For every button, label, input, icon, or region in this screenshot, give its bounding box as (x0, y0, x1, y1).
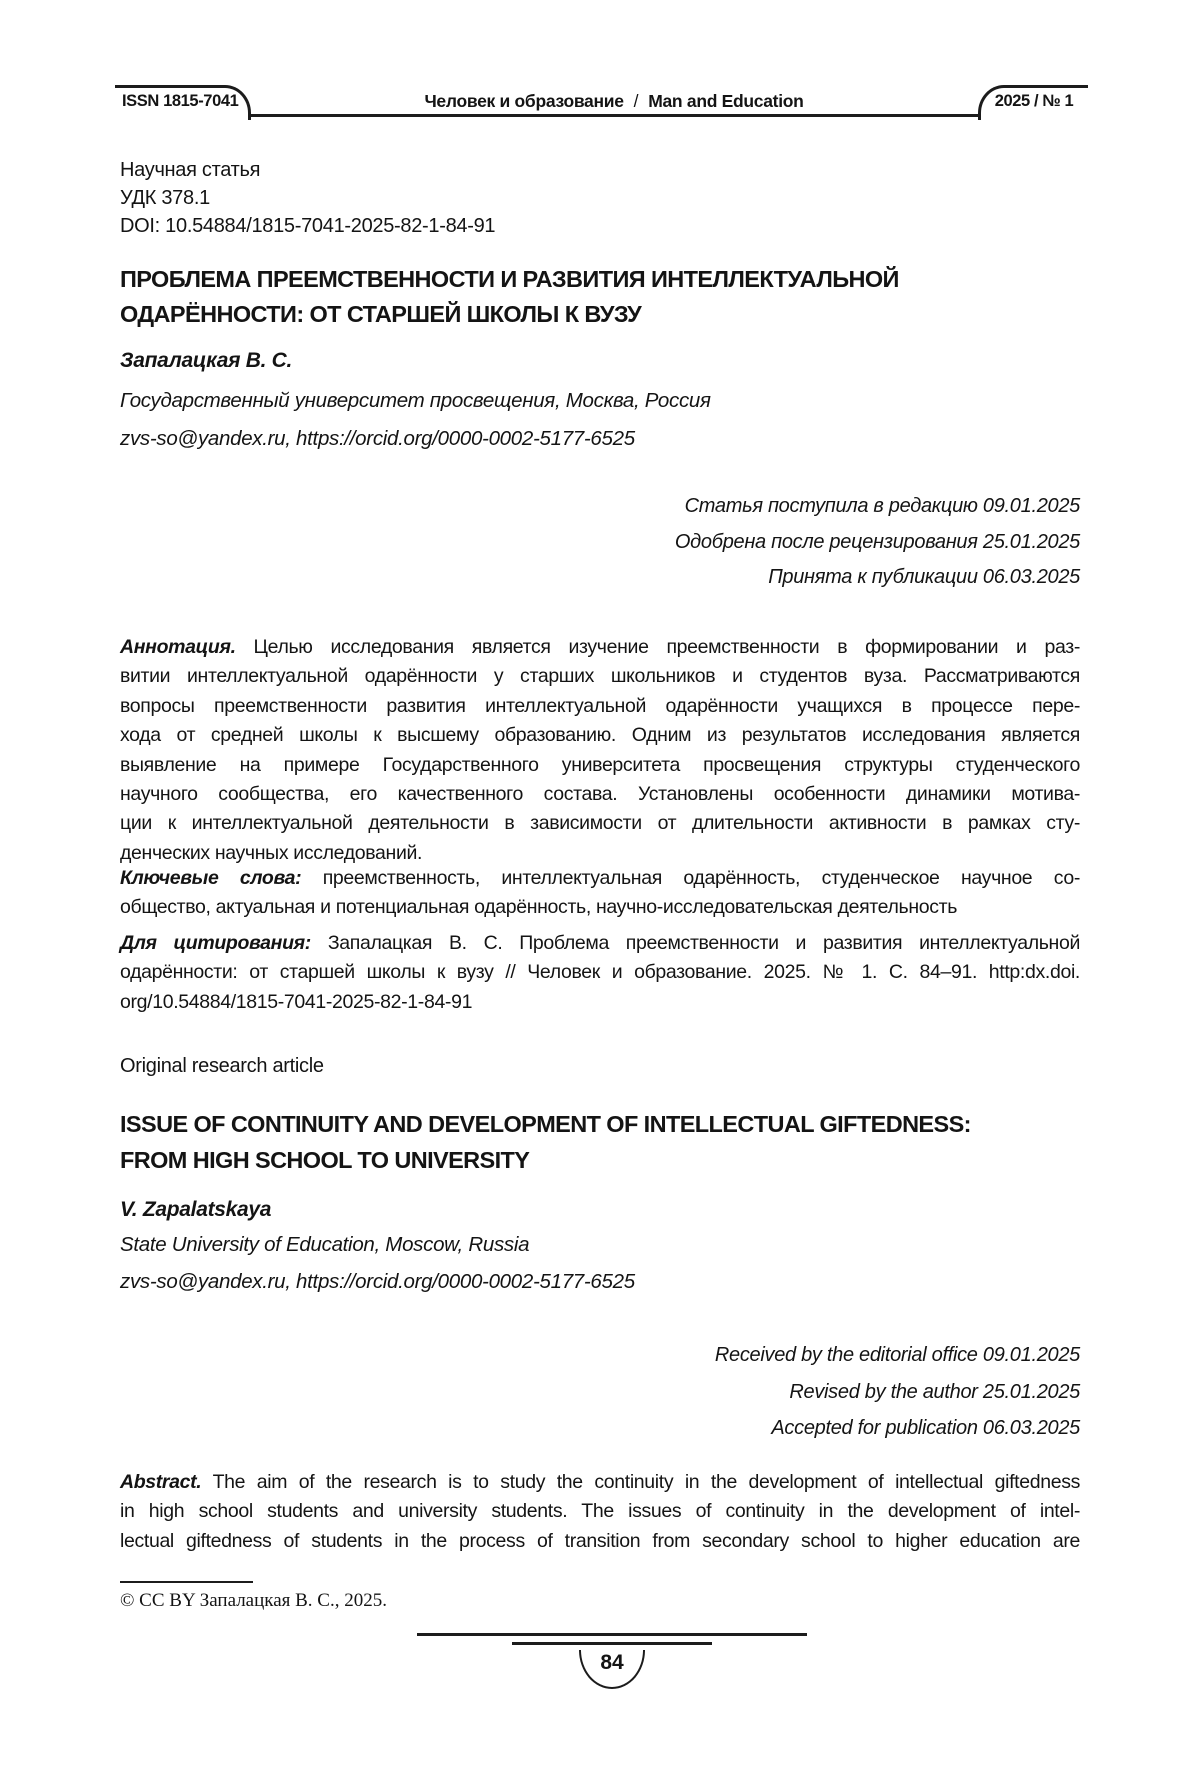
udc-code: УДК 378.1 (120, 187, 210, 209)
abstract-ru-line: научного сообщества, его качественного состава. Установлены особенности динамики мотива- (120, 783, 1080, 806)
date-accepted-ru: Принята к публикации 06.03.2025 (768, 566, 1080, 588)
date-received-en: Received by the editorial office 09.01.2025 (714, 1344, 1080, 1366)
article-title-en (120, 1106, 1080, 1178)
article-meta (120, 156, 1080, 240)
abstract-ru-line: денческих научных исследований. (120, 841, 423, 864)
citation-ru-line: одарённости: от старшей школы к вузу // Человек и образование. 2025. № 1. С. 84–91. http:dx.doi. (120, 961, 1080, 984)
affiliation-ru: Государственный университет просвещения, Москва, Россия (120, 389, 711, 412)
author-name-en: V. Zapalatskaya (120, 1198, 272, 1221)
article-title-ru-line1: ПРОБЛЕМА ПРЕЕМСТВЕННОСТИ И РАЗВИТИЯ ИНТЕЛЛЕКТУАЛЬНОЙ (120, 266, 899, 292)
abstract-en: Abstract. The aim of the research is to study the continuity in the development of intellectual giftedness in high school students and university students. The issues of continuity in the development of intel- lectual giftedness of students in the process of transition from secondary school to higher education are (120, 1468, 1080, 1556)
article-type-en: Original research article (120, 1055, 324, 1077)
issn-label: ISSN 1815-7041 (122, 92, 239, 110)
keywords-ru: Ключевые слова: преемственность, интеллектуальная одарённость, студенческое научное со- общество, актуальная и потенциальная одарённость, научно-исследовательская деятельность (120, 864, 1080, 923)
header-rule-middle (250, 114, 980, 117)
journal-title-divider: / (633, 91, 639, 111)
doi: DOI: 10.54884/1815-7041-2025-82-1-84-91 (120, 215, 496, 237)
abstract-ru-line: витии интеллектуальной одарённости у старших школьников и студентов вуза. Рассматриваются (120, 665, 1080, 688)
issue-label: 2025 / № 1 (994, 92, 1074, 110)
abstract-ru-line: выявление на примере Государственного университета просвещения структуры студенческого (120, 753, 1080, 776)
citation-ru-line: org/10.54884/1815-7041-2025-82-1-84-91 (120, 990, 473, 1013)
copyright-divider (120, 1581, 253, 1583)
abstract-label-ru: Аннотация. (120, 636, 236, 658)
keywords-ru-line: общество, актуальная и потенциальная одарённость, научно-исследовательская деятельность (120, 896, 958, 919)
abstract-ru-line: ции к интеллектуальной деятельности в зависимости от длительности активности в рамках сту- (120, 812, 1080, 835)
affiliation-en: State University of Education, Moscow, Russia (120, 1233, 530, 1256)
abstract-en-line: in high school students and university students. The issues of continuity in the development of intel- (120, 1500, 1080, 1523)
abstract-label-en: Abstract. (120, 1471, 202, 1493)
article-title-en-line1: ISSUE OF CONTINUITY AND DEVELOPMENT OF INTELLECTUAL GIFTEDNESS: (120, 1111, 971, 1137)
footer-rule-long (417, 1633, 807, 1636)
date-accepted-en: Accepted for publication 06.03.2025 (771, 1417, 1080, 1439)
page-footer-ornament (0, 1633, 1200, 1689)
citation-label-ru: Для цитирования: (120, 932, 311, 954)
abstract-ru: Аннотация. Целью исследования является изучение преемственности в формировании и раз- витии интеллектуальной одарённости у старших школьников и студентов вуза. Рассматриваются вопросы преемственности развития интеллектуальной одарённости учащихся в процессе пере- хода от средней школы к высшему образованию. Одним из результатов исследования является выявление на примере Государственного университета просвещения структуры студенческого научного сообщества, его качественного состава. Установлены особенности динамики мотива- ции к интеллектуальной деятельности в зависимости от длительности активности в рамках сту- денческих научных исследований. (120, 633, 1080, 868)
article-type-ru: Научная статья (120, 159, 261, 181)
footer-rule-short (512, 1642, 712, 1645)
article-title-ru (120, 262, 1080, 332)
article-title-en-line2: FROM HIGH SCHOOL TO UNIVERSITY (120, 1147, 530, 1173)
journal-title (248, 91, 980, 112)
abstract-ru-line: вопросы преемственности развития интеллектуальной одарённости учащихся в процессе пере- (120, 694, 1080, 717)
date-revised-ru: Одобрена после рецензирования 25.01.2025 (674, 530, 1080, 553)
citation-ru: Для цитирования: Запалацкая В. С. Проблема преемственности и развития интеллектуальной одарённости: от старшей школы к вузу // Человек и образование. 2025. № 1. С. 84–91. http:dx.doi. org/10.54884/1815-7041-2025-82-1-84-91 (120, 929, 1080, 1017)
copyright-notice: © CC BY Запалацкая В. С., 2025. (120, 1590, 387, 1611)
contact-en: zvs-so@yandex.ru, https://orcid.org/0000-0002-5177-6525 (120, 1270, 635, 1293)
journal-title-ru: Человек и образование (424, 91, 624, 111)
date-revised-en: Revised by the author 25.01.2025 (789, 1380, 1080, 1403)
article-dates-ru (120, 489, 1080, 596)
article-dates-en (120, 1337, 1080, 1447)
article-title-ru-line2: ОДАРЁННОСТИ: ОТ СТАРШЕЙ ШКОЛЫ К ВУЗУ (120, 301, 642, 327)
page-number-badge: 84 (579, 1650, 645, 1689)
date-received-ru: Статья поступила в редакцию 09.01.2025 (684, 495, 1080, 517)
keywords-label-ru: Ключевые слова: (120, 867, 302, 889)
abstract-en-line: lectual giftedness of students in the process of transition from secondary school to higher education are (120, 1529, 1080, 1552)
contact-ru: zvs-so@yandex.ru, https://orcid.org/0000-0002-5177-6525 (120, 427, 635, 450)
author-name-ru: Запалацкая В. С. (120, 349, 293, 372)
journal-title-en: Man and Education (648, 91, 804, 111)
abstract-ru-line: хода от средней школы к высшему образованию. Одним из результатов исследования является (120, 724, 1080, 747)
